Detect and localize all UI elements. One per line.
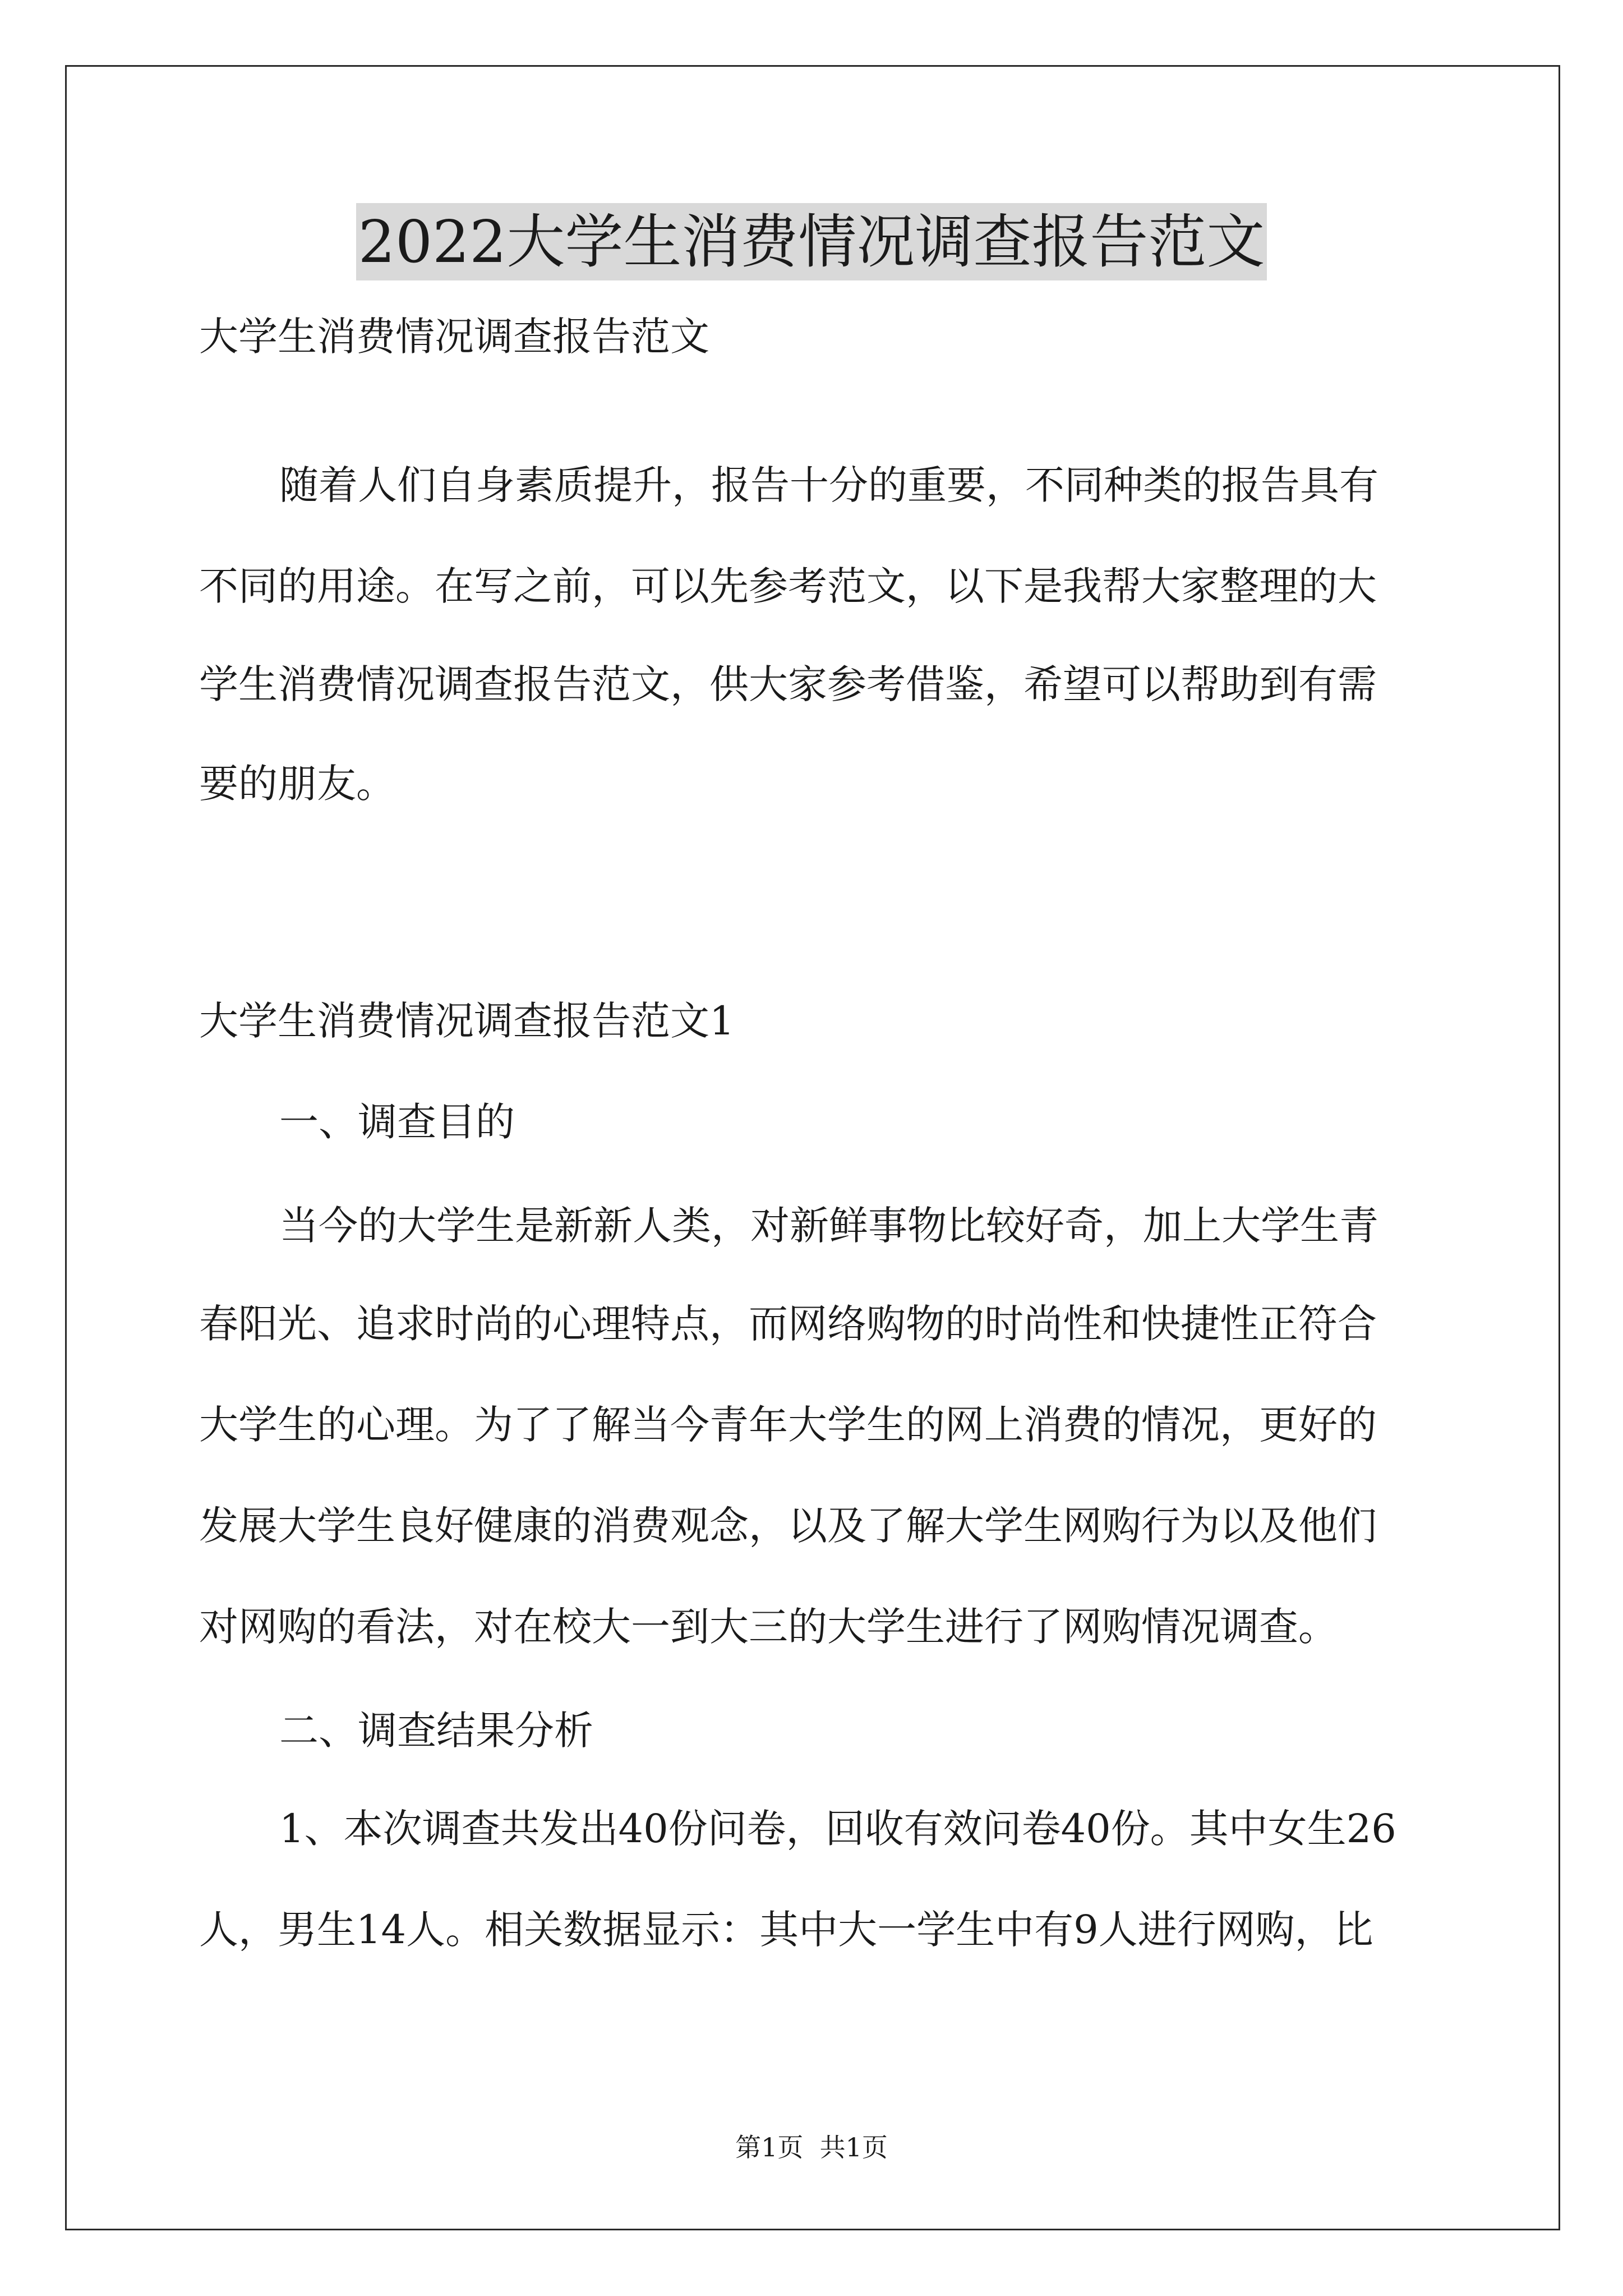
analysis-line-1: 1、本次调查共发出40份问卷，回收有效问卷40份。其中女生26 [279, 1806, 1396, 1852]
intro-line-1: 随着人们自身素质提升，报告十分的重要，不同种类的报告具有 [279, 462, 1378, 508]
section-heading-1: 大学生消费情况调查报告范文1 [199, 998, 735, 1044]
intro-line-4: 要的朋友。 [199, 761, 395, 807]
subtitle-line: 大学生消费情况调查报告范文 [199, 314, 709, 360]
purpose-line-5: 对网购的看法，对在校大一到大三的大学生进行了网购情况调查。 [199, 1604, 1338, 1650]
purpose-line-3: 大学生的心理。为了了解当今青年大学生的网上消费的情况，更好的 [199, 1402, 1377, 1448]
heading-purpose: 一、调查目的 [279, 1099, 515, 1145]
title-container [0, 203, 1623, 280]
intro-line-3: 学生消费情况调查报告范文，供大家参考借鉴，希望可以帮助到有需 [199, 661, 1377, 707]
intro-line-2: 不同的用途。在写之前，可以先参考范文，以下是我帮大家整理的大 [199, 563, 1377, 609]
purpose-line-1: 当今的大学生是新新人类，对新鲜事物比较好奇，加上大学生青 [279, 1203, 1378, 1249]
page-footer: 第1页 共1页 [735, 2132, 888, 2162]
analysis-line-2: 人，男生14人。相关数据显示：其中大一学生中有9人进行网购，比 [199, 1907, 1373, 1953]
heading-analysis: 二、调查结果分析 [279, 1708, 593, 1754]
document-title: 2022大学生消费情况调查报告范文 [356, 203, 1267, 280]
purpose-line-4: 发展大学生良好健康的消费观念，以及了解大学生网购行为以及他们 [199, 1503, 1377, 1549]
purpose-line-2: 春阳光、追求时尚的心理特点，而网络购物的时尚性和快捷性正符合 [199, 1301, 1377, 1347]
